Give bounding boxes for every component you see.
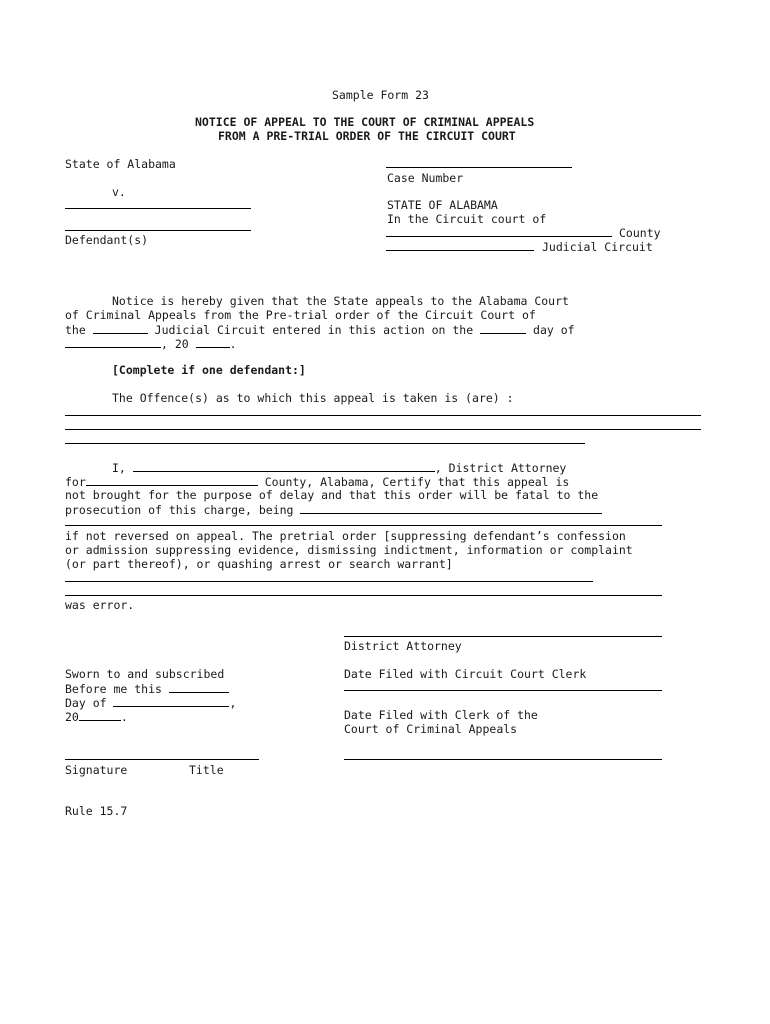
certify-for: for (65, 475, 86, 489)
defendant-line-2[interactable] (65, 230, 251, 231)
year-period: . (120, 710, 128, 724)
state-of-alabama: State of Alabama (65, 157, 176, 171)
month-blank[interactable] (65, 336, 161, 348)
filed-clerk-line[interactable] (344, 759, 662, 760)
judicial-circuit-label: Judicial Circuit (542, 240, 653, 254)
sworn-year-blank[interactable] (79, 709, 121, 721)
certify-district-attorney: , District Attorney (434, 461, 567, 475)
sworn-label: Sworn to and subscribed (65, 667, 225, 681)
year-label: 20 (65, 710, 79, 724)
county-line[interactable] (386, 236, 612, 237)
notice-period: . (229, 337, 237, 351)
certify-line-5: if not reversed on appeal. The pretrial order [suppressing defendant’s confession (65, 529, 626, 543)
day-of-line (65, 695, 236, 710)
one-defendant-heading: [Complete if one defendant:] (112, 363, 306, 377)
district-attorney-label: District Attorney (344, 639, 462, 653)
certify-county-text: County, Alabama, Certify that this appeal is (264, 475, 570, 489)
circuit-court-of-label: In the Circuit court of (387, 212, 547, 226)
certify-line-2 (65, 474, 569, 489)
certify-line-1 (112, 460, 566, 475)
filed-circuit-label: Date Filed with Circuit Court Clerk (344, 667, 587, 681)
certify-county-blank[interactable] (86, 474, 258, 486)
year-blank[interactable] (196, 336, 230, 348)
before-me-label: Before me this (65, 682, 162, 696)
charge-blank[interactable] (300, 502, 602, 514)
before-me-blank[interactable] (169, 681, 229, 693)
judicial-circuit-line[interactable] (386, 250, 534, 251)
versus: v. (112, 185, 126, 199)
notice-line-1: Notice is hereby given that the State appeals to the Alabama Court (112, 294, 569, 308)
day-of-comma: , (229, 696, 237, 710)
notice-line-3 (65, 322, 575, 337)
certify-i: I, (112, 461, 126, 475)
sample-form-label: Sample Form 23 (332, 88, 429, 102)
notice-day-of: day of (533, 323, 575, 337)
filed-circuit-line[interactable] (344, 690, 662, 691)
order-line-2[interactable] (65, 595, 662, 596)
day-blank[interactable] (480, 322, 526, 334)
before-me-line (65, 681, 229, 696)
notice-entered: Judicial Circuit entered in this action on the (154, 323, 474, 337)
notice-the: the (65, 323, 86, 337)
state-caps-label: STATE OF ALABAMA (387, 198, 498, 212)
offence-line-3[interactable] (65, 443, 585, 444)
filed-clerk-label-1: Date Filed with Clerk of the (344, 708, 538, 722)
notary-signature-line[interactable] (65, 759, 259, 760)
signature-label: Signature (65, 763, 128, 777)
notice-line-2: of Criminal Appeals from the Pre-trial order of the Circuit Court of (65, 308, 536, 322)
offences-label: The Offence(s) as to which this appeal is taken is (are) : (112, 391, 514, 405)
order-line-1[interactable] (65, 581, 593, 582)
form-title-line2: FROM A PRE-TRIAL ORDER OF THE CIRCUIT COURT (218, 129, 516, 143)
filed-clerk-label-2: Court of Criminal Appeals (344, 722, 518, 736)
district-attorney-signature-line[interactable] (344, 636, 662, 637)
day-of-blank[interactable] (113, 695, 229, 707)
county-label: County (619, 226, 661, 240)
case-number-line[interactable] (386, 167, 572, 168)
title-label: Title (189, 763, 224, 777)
was-error: was error. (65, 598, 135, 612)
offence-line-1[interactable] (65, 415, 701, 416)
judicial-circuit-number-blank[interactable] (93, 322, 148, 334)
certify-line-3: not brought for the purpose of delay and that this order will be fatal to the (65, 488, 599, 502)
certify-line-4 (65, 502, 602, 517)
certify-line-6: or admission suppressing evidence, dismissing indictment, information or complaint (65, 543, 633, 557)
day-of-label: Day of (65, 696, 107, 710)
form-title-line1: NOTICE OF APPEAL TO THE COURT OF CRIMINAL APPEALS (195, 115, 535, 129)
district-attorney-name-blank[interactable] (133, 460, 435, 472)
case-number-label: Case Number (387, 171, 464, 185)
year-line (65, 709, 128, 724)
notice-year-prefix: , 20 (161, 337, 189, 351)
certify-prosecution: prosecution of this charge, being (65, 503, 294, 517)
defendants-label: Defendant(s) (65, 233, 149, 247)
offence-line-2[interactable] (65, 429, 701, 430)
defendant-line-1[interactable] (65, 208, 251, 209)
rule-label: Rule 15.7 (65, 804, 128, 818)
notice-line-4 (65, 336, 237, 351)
charge-line-2[interactable] (65, 525, 662, 526)
certify-line-7: (or part thereof), or quashing arrest or search warrant] (65, 557, 453, 571)
